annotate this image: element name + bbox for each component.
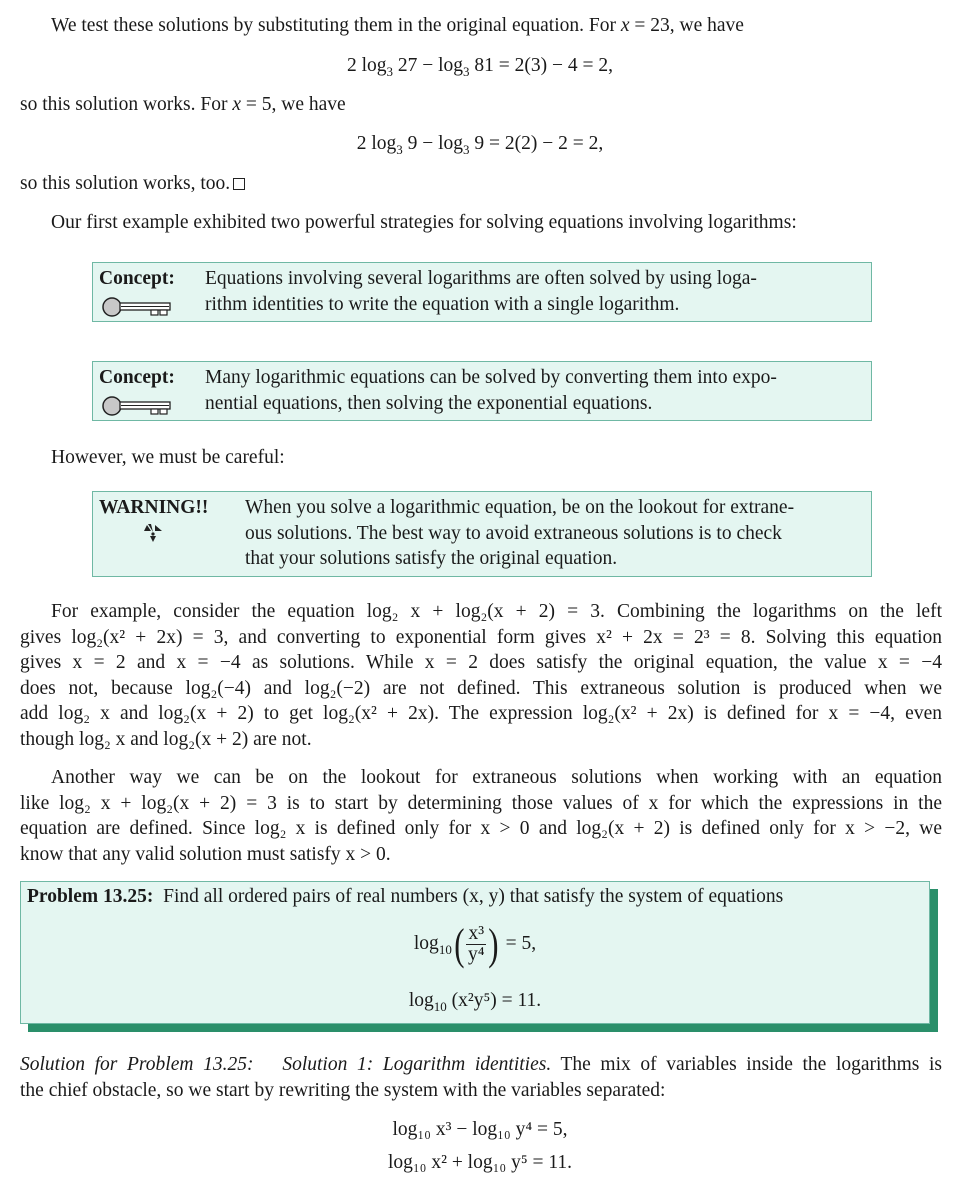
eq-sub: 3 xyxy=(463,142,470,157)
problem-equation-1: $\log_{10}$( $\frac{\text{x³}}{\text{y⁴}}$ ) = 5, xyxy=(413,919,537,969)
concept-box xyxy=(92,361,872,421)
solution-equation-1: log₁₀ x³ − log₁₀ y⁴ = 5, xyxy=(392,1119,568,1140)
text-line: For example, consider the equation log₂ x + log₂(x + 2) = 3. Combining the logarithms on the left xyxy=(51,601,942,622)
solution-equation-2: log₁₀ x² + log₁₀ y⁵ = 11. xyxy=(387,1152,573,1173)
problem-title: Problem 13.25: xyxy=(27,886,154,907)
warning-text xyxy=(245,495,865,572)
eq-part: 2 log xyxy=(356,133,397,154)
warning-line: When you solve a logarithmic equation, be on the lookout for extrane- xyxy=(245,497,795,518)
text: We test these solutions by substituting them in the original equation. For xyxy=(51,15,621,36)
text-line: gives x = 2 and x = −4 as solutions. While x = 2 does satisfy the original equation, the value x = −4 xyxy=(20,652,942,673)
concept-line: rithm identities to write the equation with a single logarithm. xyxy=(205,293,680,315)
eq-sub: 3 xyxy=(396,142,403,157)
text: The mix of variables inside the logarithms is xyxy=(560,1054,942,1075)
text: However, we must be careful: xyxy=(51,447,285,468)
solution-heading: Solution for Problem 13.25: xyxy=(20,1054,254,1075)
concept-line: nential equations, then solving the exponential equations. xyxy=(205,392,653,414)
radiation-icon xyxy=(143,523,163,543)
eq-sub: 3 xyxy=(463,64,470,79)
qed-square-icon xyxy=(233,178,245,190)
paragraph-example xyxy=(20,599,942,752)
eq-part: = 5, xyxy=(505,932,537,954)
fraction xyxy=(466,924,486,965)
denominator: y⁴ xyxy=(467,944,485,965)
text: Our first example exhibited two powerful strategies for solving equations involving logarithms: xyxy=(51,212,797,233)
paragraph-works-1 xyxy=(20,92,942,118)
eq-sub: 10 xyxy=(433,999,447,1014)
equation-check-23 xyxy=(0,53,960,79)
concept-box xyxy=(92,262,872,322)
text-line: Another way we can be on the lookout for extraneous solutions when working with an equation xyxy=(51,767,942,788)
problem-text: Find all ordered pairs of real numbers (x, y) that satisfy the system of equations xyxy=(163,886,784,907)
text: so this solution works. For xyxy=(20,94,233,115)
solution-paragraph xyxy=(20,1052,942,1103)
eq-part: (x²y⁵) = 11. xyxy=(451,990,542,1011)
eq-sub: 3 xyxy=(386,64,393,79)
eq-part: log xyxy=(413,932,439,954)
problem-equation-2 xyxy=(21,988,929,1014)
key-icon xyxy=(101,297,173,317)
text-line: the chief obstacle, so we start by rewriting the system with the variables separated: xyxy=(20,1079,666,1101)
concept-text xyxy=(205,365,865,416)
paragraph-careful xyxy=(20,445,942,471)
warning-label: WARNING!! xyxy=(99,497,209,518)
problem-statement xyxy=(27,884,783,910)
solution-subheading: Solution 1: Logarithm identities. xyxy=(282,1054,552,1075)
variable: x xyxy=(232,94,242,115)
concept-line: Many logarithmic equations can be solved by converting them into expo- xyxy=(205,367,777,388)
text-line: gives log₂(x² + 2x) = 3, and converting to exponential form gives x² + 2x = 2³ = 8. Solving this equation xyxy=(20,626,942,648)
concept-label: Concept: xyxy=(99,268,175,289)
text-line xyxy=(20,1052,942,1078)
text: = 5, we have xyxy=(241,94,346,115)
paragraph-another-way xyxy=(20,765,942,867)
numerator: x³ xyxy=(468,923,485,944)
equation-check-5 xyxy=(0,131,960,157)
eq-part: 2 log xyxy=(346,55,387,76)
key-icon xyxy=(101,396,173,416)
eq-part: log xyxy=(408,990,434,1011)
warning-line: that your solutions satisfy the original equation. xyxy=(245,548,618,569)
eq-part: 81 = 2(3) − 4 = 2, xyxy=(469,55,614,76)
text: so this solution works, too. xyxy=(20,173,231,194)
variable: x xyxy=(620,15,630,36)
text: = 23, we have xyxy=(629,15,744,36)
eq-part: 9 = 2(2) − 2 = 2, xyxy=(469,133,604,154)
paragraph-strategies xyxy=(20,210,942,236)
text-line: does not, because log₂(−4) and log₂(−2) are not defined. This extraneous solution is produced when we xyxy=(20,677,942,699)
paragraph-test-solutions xyxy=(20,13,942,39)
text-line: add log₂ x and log₂(x + 2) to get log₂(x² + 2x). The expression log₂(x² + 2x) is defined for x = −4, even xyxy=(20,703,942,724)
text-line: equation are defined. Since log₂ x is defined only for x > 0 and log₂(x + 2) is defined only for x > −2, we xyxy=(20,818,942,839)
concept-label: Concept: xyxy=(99,367,175,388)
eq-sub: 10 xyxy=(438,941,452,957)
warning-line: ous solutions. The best way to avoid extraneous solutions is to check xyxy=(245,522,782,544)
concept-text xyxy=(205,266,865,317)
warning-box xyxy=(92,491,872,577)
problem-box xyxy=(20,881,930,1024)
text-line: know that any valid solution must satisfy x > 0. xyxy=(20,843,391,865)
text-line: like log₂ x + log₂(x + 2) = 3 is to start by determining those values of x for which the expressions in the xyxy=(20,792,942,814)
concept-line: Equations involving several logarithms are often solved by using loga- xyxy=(205,268,757,289)
eq-part: 27 − log xyxy=(393,55,464,76)
text-line: though log₂ x and log₂(x + 2) are not. xyxy=(20,728,312,750)
paragraph-works-2 xyxy=(20,171,942,197)
eq-part: 9 − log xyxy=(402,133,464,154)
